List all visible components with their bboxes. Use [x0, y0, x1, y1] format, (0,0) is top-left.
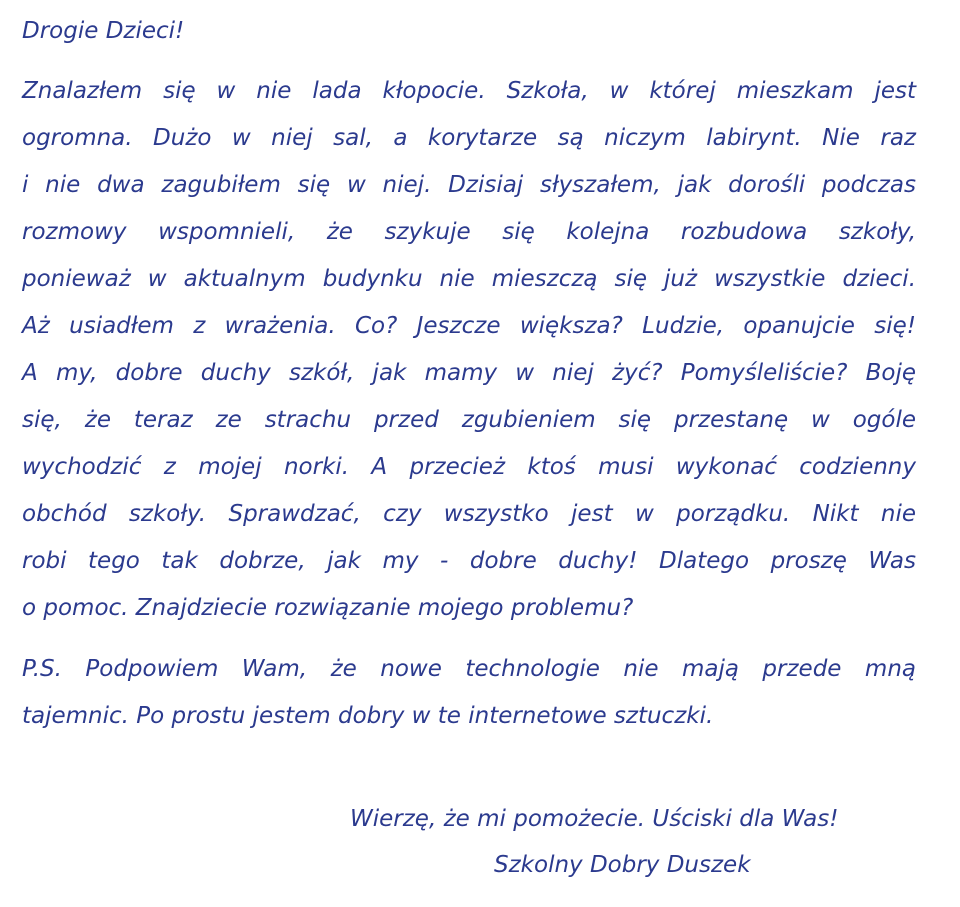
body-line: wychodzić z mojej norki. A przecież ktoś musi wykonać codzienny [22, 454, 916, 480]
greeting: Drogie Dzieci! [22, 18, 185, 44]
body-line: obchód szkoły. Sprawdzać, czy wszystko jest w porządku. Nikt nie [22, 501, 916, 527]
letter [22, 14, 916, 740]
body-line: i nie dwa zagubiłem się w niej. Dzisiaj słyszałem, jak dorośli podczas [22, 172, 916, 198]
body-line: o pomoc. Znajdziecie rozwiązanie mojego problemu? [22, 595, 634, 621]
body-line: ponieważ w aktualnym budynku nie mieszczą się już wszystkie dzieci. [22, 266, 916, 292]
ps-line: P.S. Podpowiem Wam, że nowe technologie nie mają przede mną [22, 656, 916, 682]
body-line: Znalazłem się w nie lada kłopocie. Szkoła, w której mieszkam jest [22, 78, 916, 104]
ps-line: tajemnic. Po prostu jestem dobry w te internetowe sztuczki. [22, 703, 714, 729]
body-line: robi tego tak dobrze, jak my - dobre duchy! Dlatego proszę Was [22, 548, 916, 574]
body-line: ogromna. Dużo w niej sal, a korytarze są niczym labirynt. Nie raz [22, 125, 916, 151]
body-line: rozmowy wspomnieli, że szykuje się kolejna rozbudowa szkoły, [22, 219, 916, 245]
closing-line: Wierzę, że mi pomożecie. Uściski dla Was! [350, 806, 839, 832]
body-line: A my, dobre duchy szkół, jak mamy w niej żyć? Pomyśleliście? Boję [22, 360, 916, 386]
postscript [22, 646, 916, 740]
signature: Szkolny Dobry Duszek [494, 852, 751, 878]
closing-block [350, 796, 910, 888]
body-line: się, że teraz ze strachu przed zgubieniem się przestanę w ogóle [22, 407, 916, 433]
letter-body [22, 68, 916, 632]
body-line: Aż usiadłem z wrażenia. Co? Jeszcze większa? Ludzie, opanujcie się! [22, 313, 916, 339]
